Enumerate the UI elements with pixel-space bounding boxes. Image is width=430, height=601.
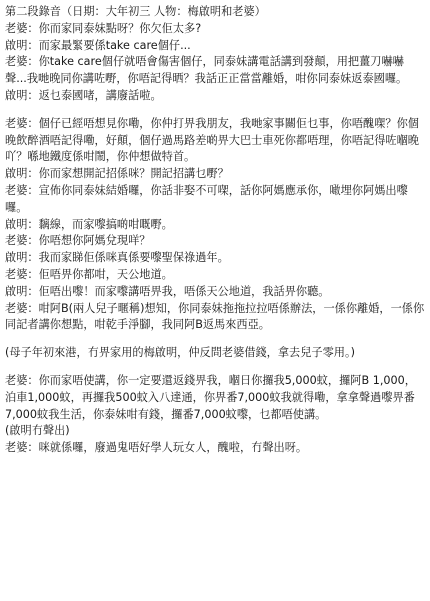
dialogue-line: 老婆：咁阿B(兩人兒子暱稱)想知，你同泰妹拖拖拉拉唔係辦法，一係你離婚，一係你同記者講你想點，咁乾手淨腳，我同阿B返馬來西亞。 [5,301,425,332]
dialogue-line: 啟明：黐線，而家嚟搞啲咁嘅嘢。 [5,217,173,231]
dialogue-line: 老婆：你而家同泰妹點呀？你欠佢太多? [5,21,202,35]
dialogue-line: 啟明：返乜泰國啫，講廢話啦。 [5,88,162,102]
narration-line: (啟明冇聲出) [5,424,70,438]
paragraph-gap [5,334,425,345]
dialogue-line: 老婆：你take care個仔就唔會傷害個仔，同泰妹講電話講到發顛，用把薑刀嚇嚇聲...我哋晚同你講咗嘢，你唔記得晒？我話正正當當離婚，咁你同泰妹返泰國囉。 [5,55,408,86]
paragraph-gap [5,105,425,116]
paragraph-gap [5,362,425,373]
transcript-heading: 第二段錄音（日期：大年初三 人物：梅啟明和老婆） [5,5,266,18]
dialogue-line: 老婆：你唔想你阿媽兌現咩？ [5,234,151,248]
dialogue-line: 老婆：咪就係囉，廢過鬼唔好學人玩女人，醜啦，冇聲出呀。 [5,441,308,455]
dialogue-line: 啟明：而家最緊要係take care個仔... [5,38,191,52]
dialogue-line: 啟明：佢唔出嚟！而家嚟講唔畀我，唔係天公地道，我話畀你聽。 [5,284,330,298]
dialogue-line: 啟明：我而家睇佢係咪真係要嚟聖保祿過年。 [5,251,229,265]
dialogue-line: 老婆：宣佈你同泰妹結婚囉，你話非娶不可㗎，話你阿媽應承你，噉埋你阿媽出嚟囉。 [5,183,408,214]
dialogue-line: 啟明：你而家想開記招係咪？開記招講乜嘢？ [5,167,229,181]
dialogue-line: 老婆：個仔已經唔想見你嘞，你仲打畀我朋友，我哋家事關佢乜事，你唔醜㗎？你個晚飲醉酒唔記得嘞，好顛，個仔過馬路差啲畀大巴士車死你都唔理，你唔記得咗嗰晚吖？喺地鐵度係咁鬧，你仲想做特首。 [5,116,419,164]
narration-line: (母子年初來港，冇畀家用的梅啟明，仲反問老婆借錢，拿去兒子零用。) [5,346,355,360]
dialogue-line: 老婆：佢唔畀你都咁，天公地道。 [5,267,173,281]
dialogue-line: 老婆：你而家唔使講，你一定要還返錢畀我，嗰日你攞我5,000蚊，攞阿B 1,000，泊車1,000蚊，再攞我500蚊入八達通，你畀番7,000蚊我就得嘞，拿拿聲過嚟畀番7,000蚊我生活，你泰妹咁有錢，攞番7,000蚊嚟，乜都唔使講。 [5,373,416,421]
